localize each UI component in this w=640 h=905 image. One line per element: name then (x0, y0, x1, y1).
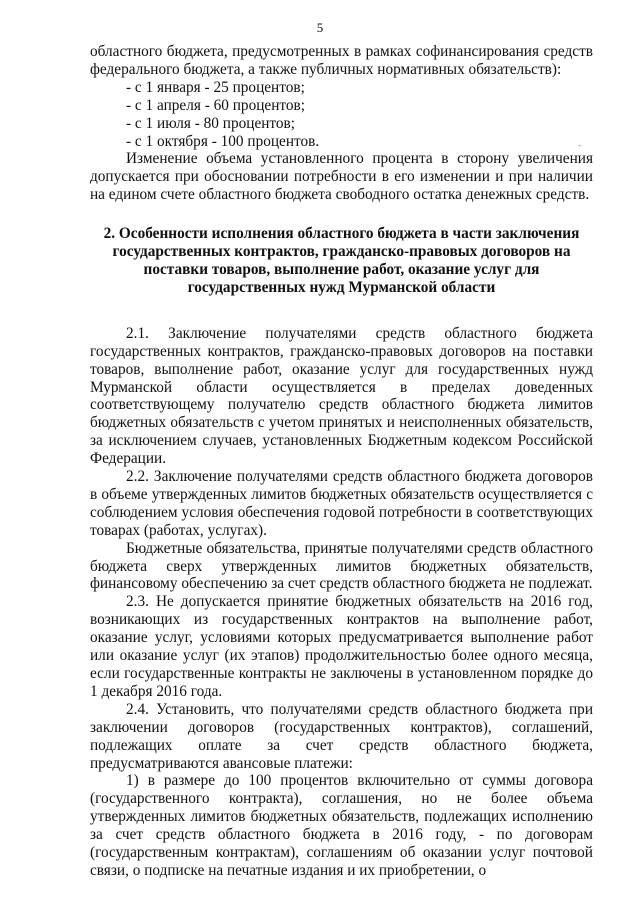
paragraph-2-1: 2.1. Заключение получателями средств областного бюджета государственных контрактов, гражданско-правовых договоров на поставки товаров, выполнение работ, оказание услуг для государственных нужд Мурманской области осуществляется в пределах доведенных соответствующему получателю средств областного бюджета лимитов бюджетных обязательств с учетом принятых и неисполненных обязательств, за исключением случаев, установленных Бюджетным кодексом Российской Федерации. (90, 324, 593, 468)
stray-mark: ˎ (578, 136, 582, 147)
schedule-item-july: - с 1 июля - 80 процентов; (126, 114, 296, 132)
document-body (90, 43, 593, 880)
paragraph-2-3: 2.3. Не допускается принятие бюджетных обязательств на 2016 год, возникающих из государственных контрактов на выполнение работ, оказание услуг, условиями которых предусматривается выполнение работ или оказание услуг (их этапов) продолжительностью более одного месяца, если государственные контракты не заключены в установленном порядке до 1 декабря 2016 года. (90, 593, 593, 700)
section-heading: 2. Особенности исполнения областного бюджета в части заключения государственных контрактов, гражданско-правовых договоров на поставки товаров, выполнение работ, оказание услуг для государственных нужд Мурманской области (103, 225, 580, 296)
intro-paragraph: областного бюджета, предусмотренных в рамках софинансирования средств федерального бюджета, а также публичных нормативных обязательств): (90, 43, 593, 78)
paragraph-2-4: 2.4. Установить, что получателями средств областного бюджета при заключении договоров (государственных контрактов), соглашений, подлежащих оплате за счет средств областного бюджета, предусматриваются авансовые платежи: (90, 700, 593, 772)
schedule-item-october: - с 1 октября - 100 процентов. (126, 132, 320, 150)
paragraph-2-2: 2.2. Заключение получателями средств областного бюджета договоров в объеме утвержденных лимитов бюджетных обязательств осуществляется с соблюдением условия обеспечения годовой потребности в соответствующих товарах (работах, услугах). (90, 468, 593, 539)
schedule-list (90, 79, 593, 151)
paragraph-limits: Бюджетные обязательства, принятые получателями средств областного бюджета сверх утвержденных лимитов бюджетных обязательств, финансовому обеспечению за счет средств областного бюджета не подлежат. (90, 539, 593, 593)
paragraph-2-4-item-1: 1) в размере до 100 процентов включительно от суммы договора (государственного контракта), соглашения, но не более объема утвержденных лимитов бюджетных обязательств, подлежащих исполнению за счет средств областного бюджета в 2016 году, - по договорам (государственным контрактам), соглашениям об оказании услуг почтовой связи, о подписке на печатные издания и их приобретении, о (90, 772, 593, 879)
schedule-item-january: - с 1 января - 25 процентов; (126, 78, 305, 96)
increase-paragraph: Изменение объема установленного процента в сторону увеличения допускается при обосновании потребности в его изменении и при наличии на едином счете областного бюджета свободного остатка денежных средств. (90, 150, 593, 204)
schedule-item-april: - с 1 апреля - 60 процентов; (126, 96, 305, 114)
page-number: 5 (316, 20, 324, 35)
